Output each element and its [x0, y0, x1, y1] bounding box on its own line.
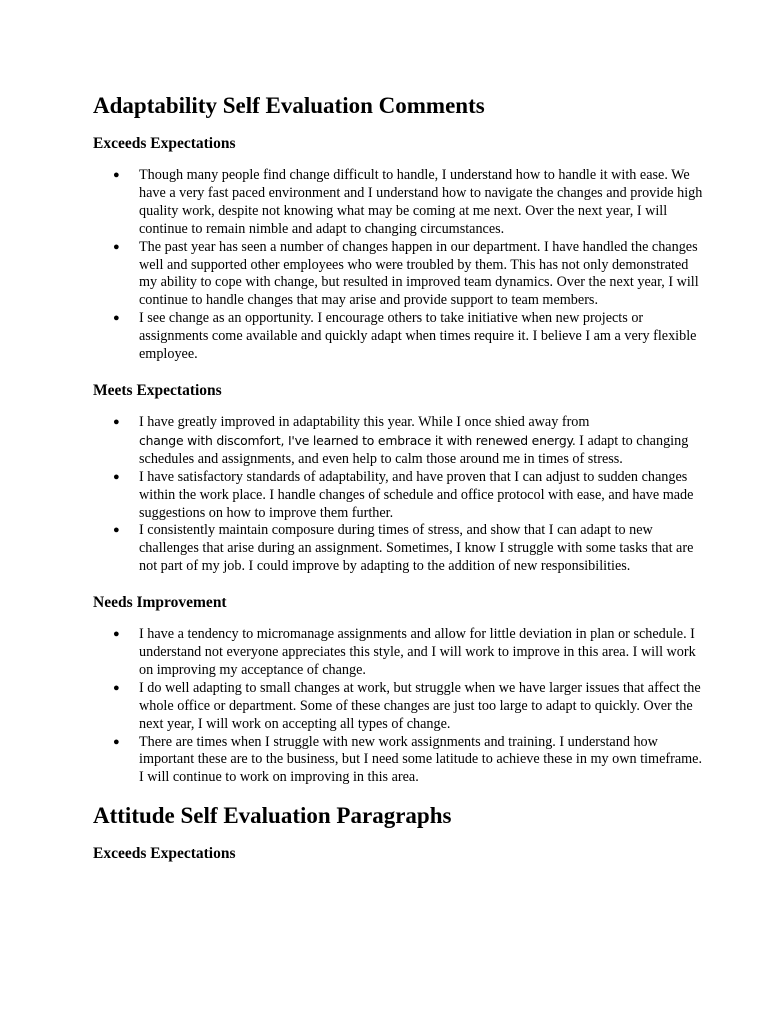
list-item: ● Though many people find change difficult to handle, I understand how to handle it with ease. We have a very fast paced environment and I understand how to navigate the changes and provide high quality work, despite not knowing what may be coming at me next. Over the next year, I will continue to remain nimble and adapt to changing circumstances.	[113, 167, 703, 237]
list-item: ● I have greatly improved in adaptability this year. While I once shied away from change with discomfort, I've learned to embrace it with renewed energy. I adapt to changing schedules and assignments, and even help to calm those around me in times of stress.	[113, 413, 689, 467]
bullet-icon: ●	[113, 240, 120, 253]
section-heading-needs-improvement: Needs Improvement	[93, 594, 227, 612]
bullet-icon: ●	[113, 415, 120, 428]
list-item: ● I consistently maintain composure during times of stress, and show that I can adapt to new challenges that arise during an assignment. Sometimes, I know I struggle with some tasks that are not part of my job. I could improve by adapting to the addition of new responsibilities.	[113, 522, 694, 575]
list-item: ● I have satisfactory standards of adaptability, and have proven that I can adjust to sudden changes within the work place. I handle changes of schedule and office protocol with ease, and have made suggestions on how to improve them further.	[113, 468, 694, 521]
meets-list	[93, 414, 708, 576]
bullet-icon: ●	[113, 681, 120, 694]
bullet-icon: ●	[113, 169, 120, 181]
page-title: Adaptability Self Evaluation Comments	[93, 93, 485, 118]
needs-improvement-list	[93, 626, 708, 787]
list-item: ● I have a tendency to micromanage assignments and allow for little deviation in plan or schedule. I understand not everyone appreciates this style, and I will work to improve in this area. I will work on improving my acceptance of change.	[113, 626, 696, 678]
section-heading-exceeds: Exceeds Expectations	[93, 135, 236, 152]
list-item: ● I see change as an opportunity. I encourage others to take initiative when new projects or assignments come available and quickly adapt when times require it. I believe I am a very flexible employee.	[113, 310, 697, 363]
bullet-icon: ●	[113, 735, 120, 748]
list-item: ● I do well adapting to small changes at work, but struggle when we have larger issues that affect the whole office or department. Some of these changes are just too large to adapt to quickly. Over the next year, I will work on accepting all types of change.	[113, 679, 701, 732]
exceeds-list	[93, 167, 708, 364]
section-title-attitude: Attitude Self Evaluation Paragraphs	[93, 803, 452, 829]
bullet-icon: ●	[113, 628, 120, 641]
bullet-icon: ●	[113, 524, 120, 537]
list-item: ● There are times when I struggle with new work assignments and training. I understand how important these are to the business, but I need some latitude to achieve these in my own timeframe. I will continue to work on improving in this area.	[113, 733, 703, 786]
bullet-icon: ●	[113, 470, 120, 483]
alt-font-text: change with discomfort, I've learned to embrace it with renewed energy.	[139, 432, 576, 448]
section-heading-attitude-exceeds: Exceeds Expectations	[93, 845, 236, 863]
section-heading-meets: Meets Expectations	[93, 381, 222, 399]
list-item: ● The past year has seen a number of changes happen in our department. I have handled the changes well and supported other employees who were troubled by them. This has not only demonstrated my ability to cope with change, but resulted in improved team dynamics. Over the next year, I will continue to handle changes that may arise and provide support to team members.	[113, 238, 699, 309]
bullet-icon: ●	[113, 312, 120, 325]
